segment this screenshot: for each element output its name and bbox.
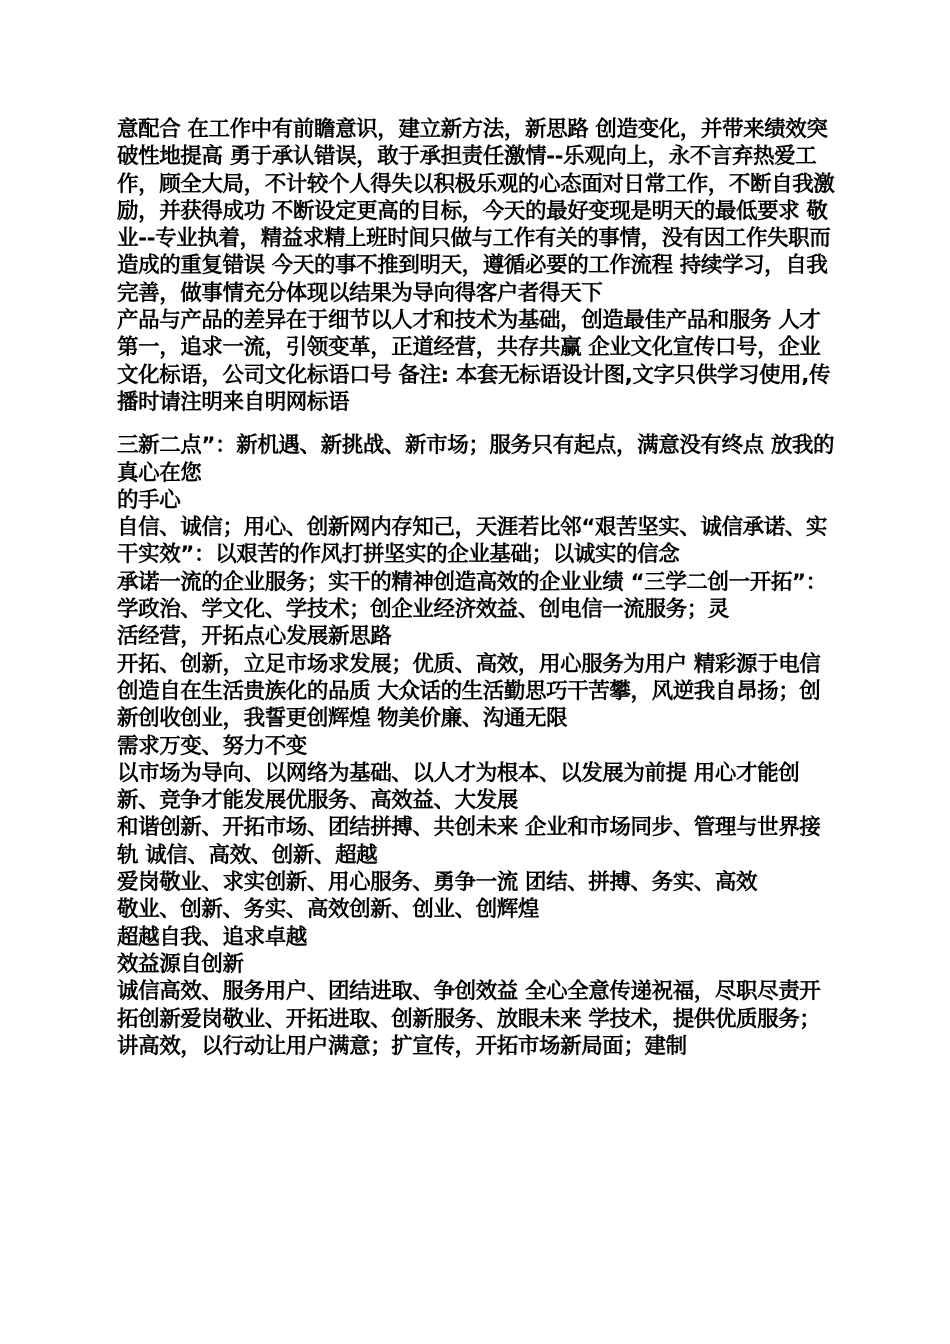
paragraph-1: 意配合 在工作中有前瞻意识，建立新方法，新思路 创造变化，并带来绩效突破性地提高 勇于承认错误，敢于承担责任激情--乐观向上，永不言弃热爱工作，顾全大局，不计较个人得失以积极乐观的心态面对日常工作，不断自我激励，并获得成功 不断设定更高的目标，今天的最好变现是明天的最低要求 敬业--专业执着，精益求精上班时间只做与工作有关的事情，没有因工作失职而造成的重复错误 今天的事不推到明天，遵循必要的工作流程 持续学习，自我完善，做事情充分体现以结果为导向得客户者得天下: [117, 117, 835, 306]
paragraph-4: 的手心: [117, 487, 181, 513]
paragraph-15: 效益源自创新: [117, 951, 244, 977]
paragraph-3: 三新二点”：新机遇、新挑战、新市场；服务只有起点，满意没有终点 放我的真心在您: [117, 433, 835, 486]
document-body: [117, 116, 837, 1060]
paragraph-5: 自信、诚信；用心、创新网内存知己，天涯若比邻“艰苦坚实、诚信承诺、实干实效”：以艰苦的作风打拼坚实的企业基础；以诚实的信念: [117, 515, 828, 568]
paragraph-13: 敬业、创新、务实、高效创新、创业、创辉煌: [117, 897, 540, 923]
paragraph-16: 诚信高效、服务用户、团结进取、争创效益 全心全意传递祝福，尽职尽责开拓创新爱岗敬业、开拓进取、创新服务、放眼未来 学技术，提供优质服务；讲高效，以行动让用户满意；扩宣传，开拓市场新局面；建制: [117, 979, 821, 1059]
paragraph-8: 开拓、创新，立足市场求发展；优质、高效，用心服务为用户 精彩源于电信 创造自在生活贵族化的品质 大众话的生活勤思巧干苦攀，风逆我自昂扬；创新创收创业，我誓更创辉煌 物美价廉、沟通无限: [117, 651, 821, 732]
paragraph-7: 活经营，开拓点心发展新思路: [117, 624, 392, 650]
paragraph-10: 以市场为导向、以网络为基础、以人才为根本、以发展为前提 用心才能创新、竞争才能发展优服务、高效益、大发展: [117, 760, 800, 814]
paragraph-11: 和谐创新、开拓市场、团结拼搏、共创未来 企业和市场同步、管理与世界接轨 诚信、高效、创新、超越: [117, 815, 821, 868]
paragraph-gap: [117, 416, 837, 432]
paragraph-2: 产品与产品的差异在于细节以人才和技术为基础，创造最佳产品和服务 人才第一，追求一流，引领变革，正道经营，共存共赢 企业文化宣传口号，企业文化标语，公司文化标语口号 备注: 本套无标语设计图,文字只供学习使用,传播时请注明来自明网标语: [117, 308, 831, 415]
paragraph-9: 需求万变、努力不变: [117, 733, 307, 759]
paragraph-6: 承诺一流的企业服务；实干的精神创造高效的企业业绩 “三学二创一开拓”：学政治、学文化、学技术；创企业经济效益、创电信一流服务；灵: [117, 569, 827, 623]
paragraph-12: 爱岗敬业、求实创新、用心服务、勇争一流 团结、拼搏、务实、高效: [117, 870, 758, 896]
paragraph-14: 超越自我、追求卓越: [117, 924, 307, 950]
